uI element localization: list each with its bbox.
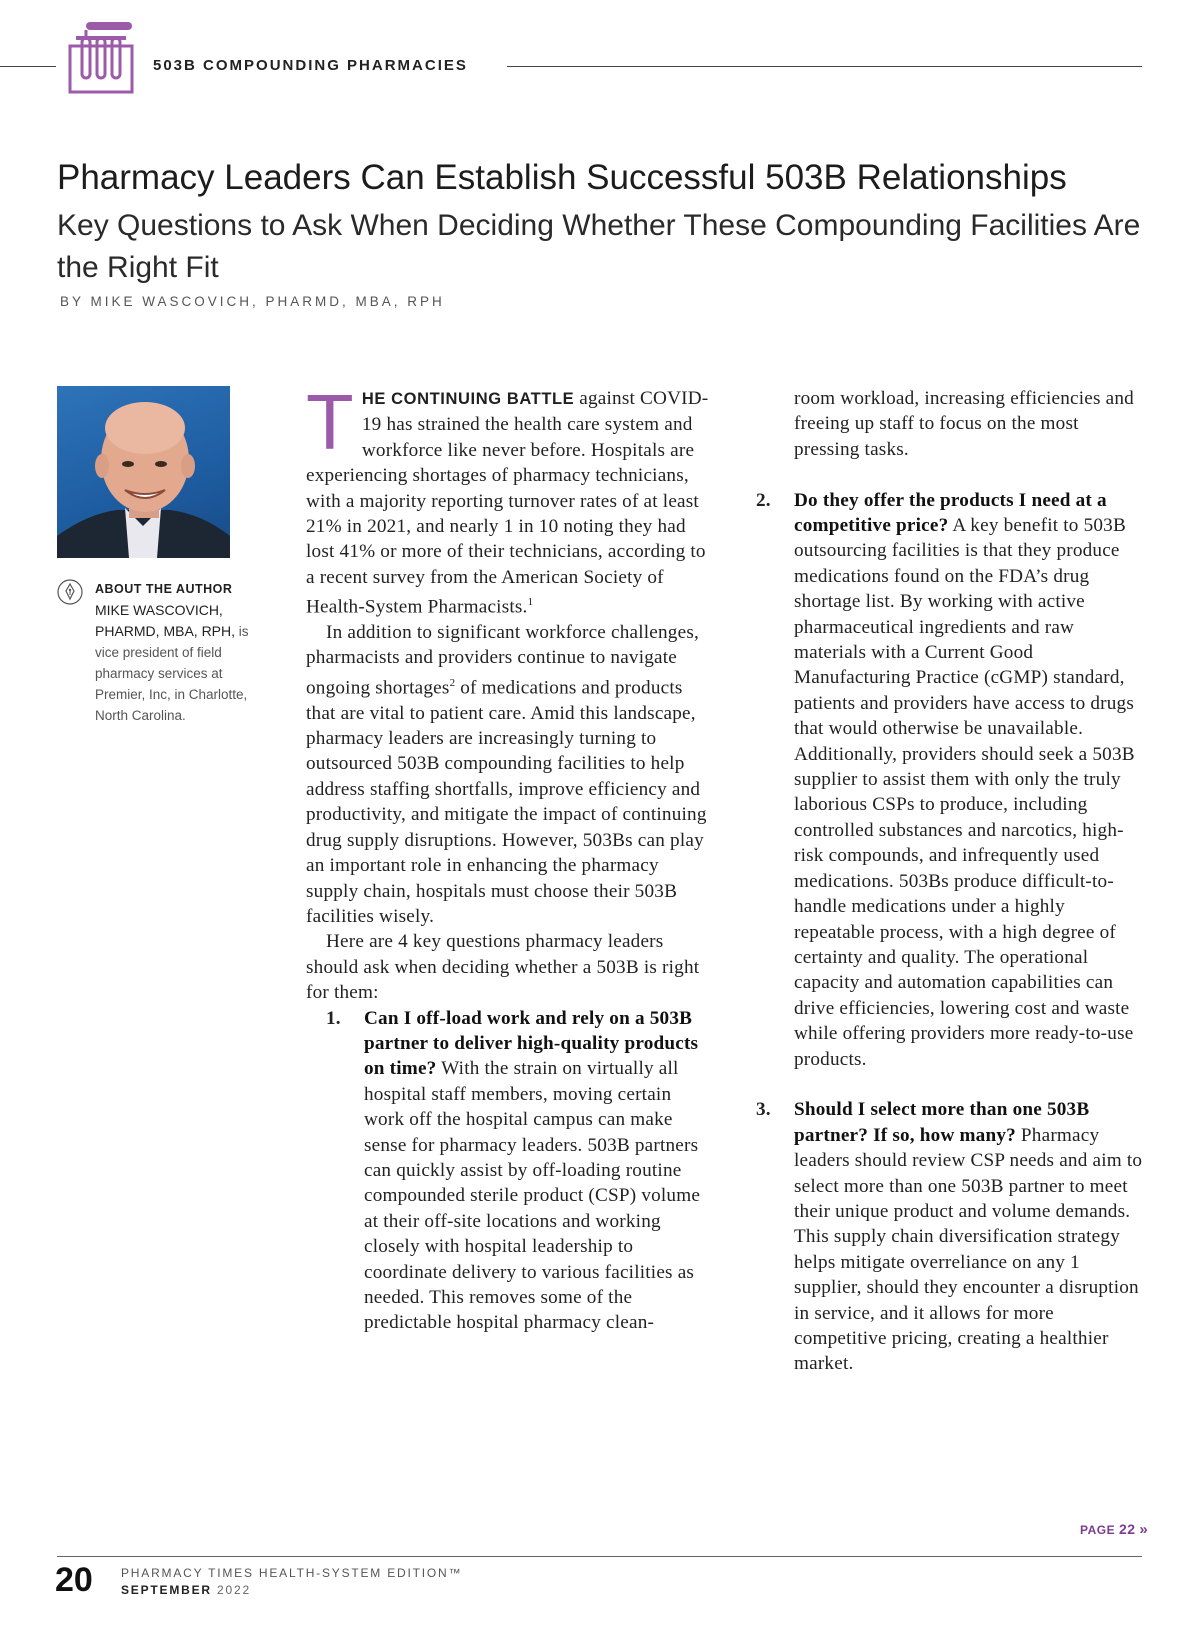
footer-rule	[57, 1556, 1142, 1557]
about-author	[95, 579, 275, 726]
author-photo	[57, 386, 230, 558]
author-portrait-image	[57, 386, 230, 558]
author-name: MIKE WASCOVICH, PHARMD, MBA, RPH,	[95, 602, 236, 639]
list-number: 1.	[326, 1007, 341, 1029]
list-item	[756, 1097, 1146, 1376]
paragraph-2-text-b: of medications and products that are vital to patient care. Amid this landscape, pharmacy leaders are increasingly turning to outsourced 503B compounding facilities to help address staffing shortfalls, improve efficiency and productivity, and mitigate the impact of continuing drug supply disruptions. However, 503Bs can play an important role in enhancing the pharmacy supply chain, hospitals must choose their 503B facilities wisely.	[306, 677, 707, 927]
section-label: 503B COMPOUNDING PHARMACIES	[153, 57, 468, 74]
paragraph-2	[306, 620, 716, 929]
page-number: 20	[55, 1561, 93, 1599]
question-list	[326, 1006, 716, 1336]
body-column-2	[756, 386, 1146, 1377]
issue-date	[121, 1583, 251, 1597]
question-3-title: Should I select more than one 503B partner? If so, how many?	[794, 1099, 1090, 1146]
list-number: 2.	[756, 489, 771, 511]
issue-year: 2022	[217, 1583, 251, 1597]
question-1-continued	[756, 386, 1146, 462]
header-rule-left	[0, 66, 56, 67]
pen-nib-icon	[57, 579, 83, 605]
question-2-body: A key benefit to 503B outsourcing facilities is that they produce medications found on the FDA’s drug shortage list. By working with active pharmaceutical ingredients and raw materials with a Current Good Manufacturing Practice (cGMP) standard, patients and providers have access to drugs that would otherwise be unavailable. Additionally, providers should seek a 503B supplier to assist them with only the truly laborious CSPs to produce, including controlled substances and narcotics, high-risk compounds, and infrequently used medications. 503Bs produce difficult-to-handle medications under a highly repeatable process, with a high degree of certainty and quality. The operational capacity and automation capabilities can drive efficiencies, lowering cost and waste while offering providers more ready-to-use products.	[794, 515, 1135, 1070]
intro-paragraph	[306, 378, 716, 620]
question-3-body: Pharmacy leaders should review CSP needs and aim to select more than one 503B partner to meet their unique product and volume demands. This supply chain diversification strategy helps mitigate overreliance on any 1 supplier, should they encounter a disruption in service, and it allows for more competitive pricing, creating a healthier market.	[794, 1124, 1143, 1375]
question-2-title: Do they offer the products I need at a competitive price?	[794, 489, 1107, 537]
continued-on-page-link[interactable]	[1080, 1521, 1148, 1538]
continued-label: PAGE	[1080, 1523, 1116, 1537]
test-tubes-icon	[68, 20, 138, 94]
byline: BY MIKE WASCOVICH, PHARMD, MBA, RPH	[60, 294, 445, 309]
paragraph-2-text-a: In addition to significant workforce challenges, pharmacists and providers continue to navigate ongoing shortages	[306, 622, 699, 699]
body-column-1	[306, 378, 716, 1336]
question-1-body: With the strain on virtually all hospital staff members, moving certain work off the hospital campus can make sense for pharmacy leaders. 503B partners can quickly assist by off-loading routine compounded sterile product (CSP) volume at their off-site locations and working closely with hospital leadership to coordinate delivery to various facilities as needed. This removes some of the predictable hospital pharmacy clean-	[364, 1058, 701, 1334]
publication-name: PHARMACY TIMES HEALTH-SYSTEM EDITION™	[121, 1566, 463, 1580]
lead-in: HE CONTINUING BATTLE	[361, 390, 575, 408]
about-author-heading: ABOUT THE AUTHOR	[95, 582, 233, 596]
drop-cap: T	[306, 378, 354, 466]
chevron-right-icon: »	[1139, 1521, 1149, 1538]
list-item	[756, 488, 1146, 1072]
article-subtitle: Key Questions to Ask When Deciding Whether These Compounding Facilities Are the Right Fit	[57, 209, 1141, 284]
continued-page-number: 22	[1118, 1521, 1136, 1537]
author-bio: is vice president of field pharmacy services at Premier, Inc, in Charlotte, North Carolina.	[95, 624, 249, 723]
header-rule-right	[507, 66, 1142, 67]
footnote-ref-1: 1	[527, 596, 534, 609]
paragraph-3: Here are 4 key questions pharmacy leaders should ask when deciding whether a 503B is right for them:	[306, 931, 700, 1004]
issue-month: SEPTEMBER	[121, 1583, 212, 1597]
question-1-continued-text: room workload, increasing efficiencies and freeing up staff to focus on the most pressing tasks.	[794, 388, 1134, 460]
article-title: Pharmacy Leaders Can Establish Successful 503B Relationships	[57, 158, 1067, 197]
list-item	[326, 1006, 716, 1336]
footnote-ref-2: 2	[449, 676, 456, 689]
list-number: 3.	[756, 1099, 771, 1121]
question-1-title: Can I off-load work and rely on a 503B partner to deliver high-quality products on time?	[364, 1007, 699, 1080]
paragraph-1-text: against COVID-19 has strained the health care system and workforce like never before. Hospitals are experiencing shortages of pharmacy technicians, with a majority reporting turnover rates of at least 21% in 2021, and nearly 1 in 10 noting they had lost 41% or more of their technicians, according to a recent survey from the American Society of Health-System Pharmacists.	[306, 388, 709, 618]
